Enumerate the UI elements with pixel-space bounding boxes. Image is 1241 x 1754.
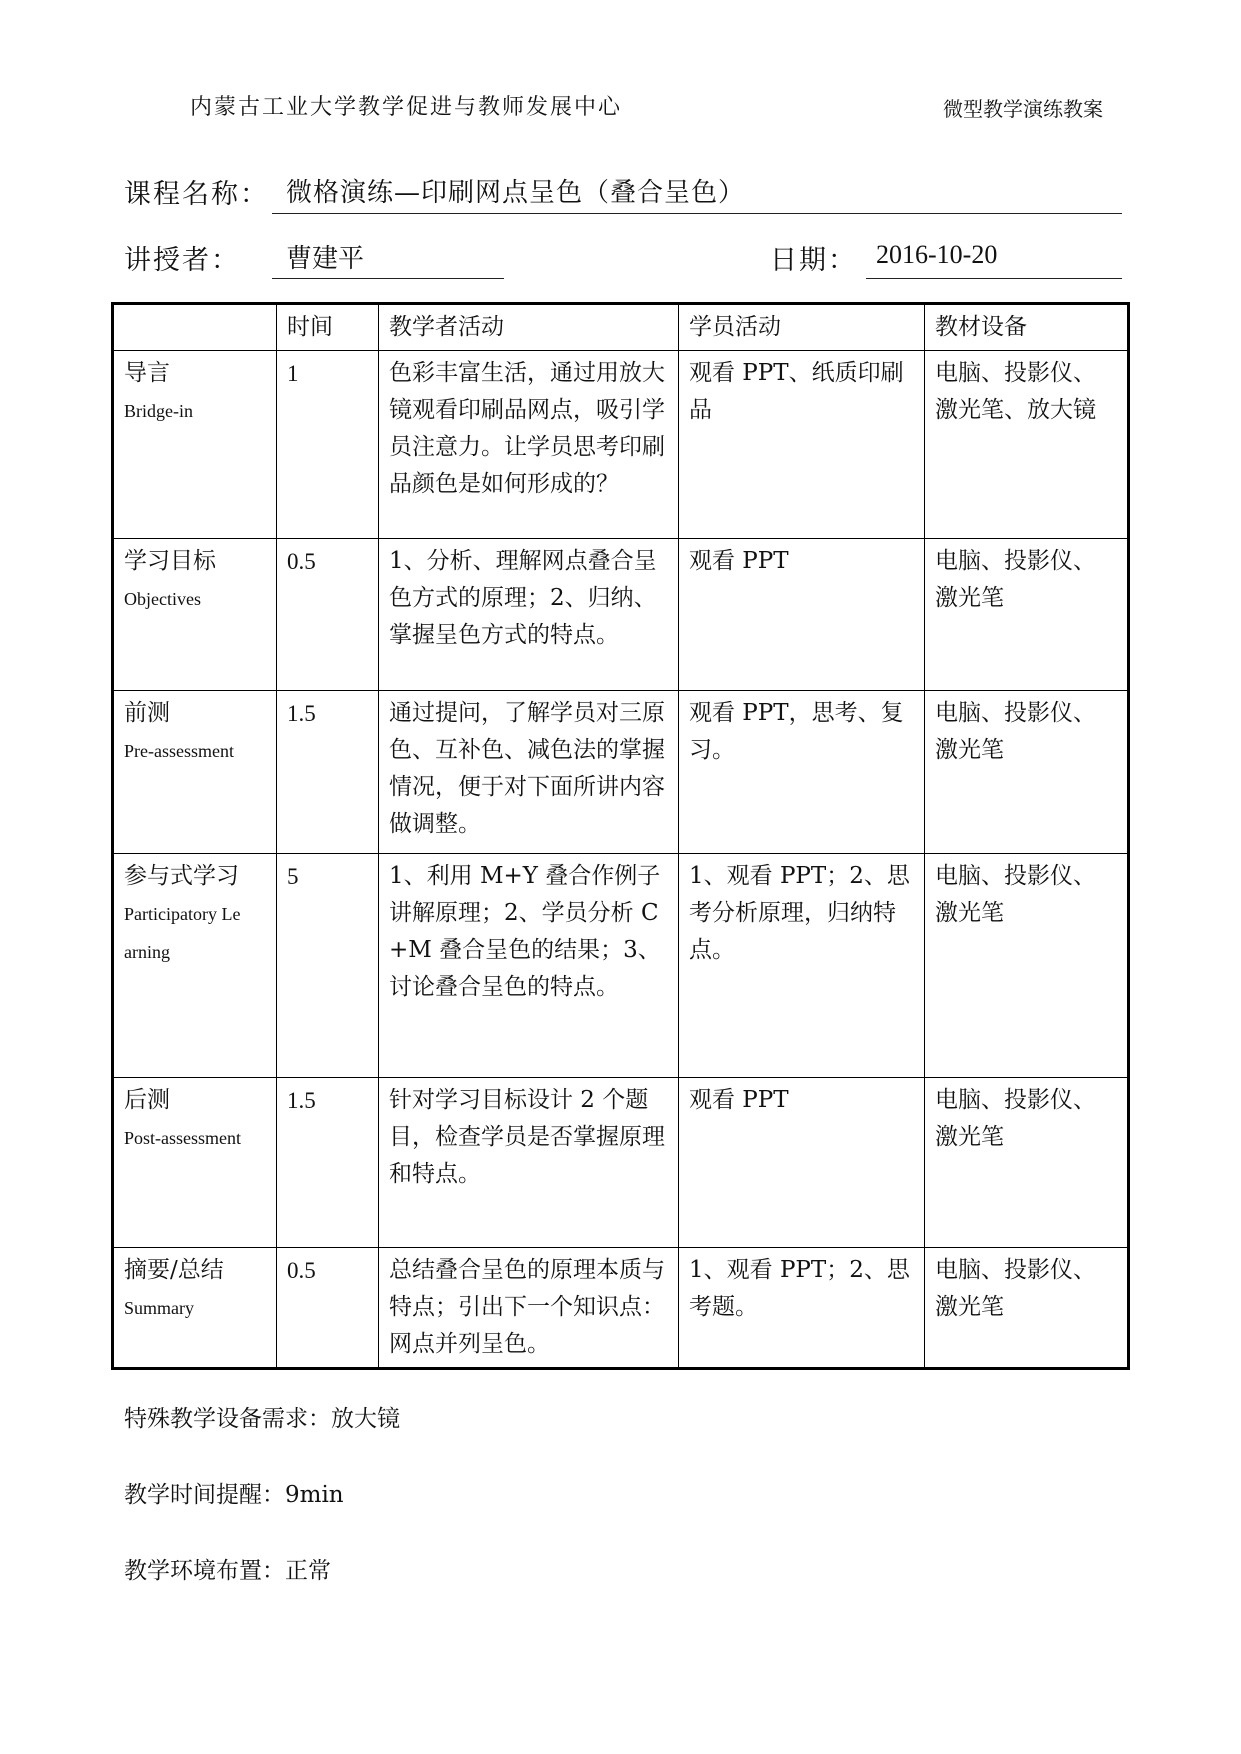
stage-cn: 后测 — [124, 1087, 170, 1113]
teacher-activity-cell: 总结叠合呈色的原理本质与特点；引出下一个知识点：网点并列呈色。 — [379, 1248, 679, 1369]
table-row — [113, 1248, 1129, 1369]
stage-en: Objectives — [124, 589, 201, 609]
student-activity-cell: 观看 PPT、纸质印刷品 — [679, 351, 925, 539]
table-row — [113, 1078, 1129, 1248]
special-equipment-note: 特殊教学设备需求：放大镜 — [124, 1406, 400, 1432]
stage-en: Participatory Learning — [124, 904, 241, 962]
stage-cn: 前测 — [124, 700, 170, 726]
equipment-cell: 电脑、投影仪、激光笔 — [925, 1078, 1129, 1248]
stage-en: Summary — [124, 1298, 194, 1318]
student-activity-cell: 1、观看 PPT；2、思考分析原理，归纳特点。 — [679, 854, 925, 1078]
stage-cn: 学习目标 — [124, 548, 216, 574]
teacher-activity-cell: 通过提问，了解学员对三原色、互补色、减色法的掌握情况，便于对下面所讲内容做调整。 — [379, 691, 679, 854]
time-cell: 5 — [277, 854, 379, 1078]
table-row — [113, 351, 1129, 539]
student-activity-cell: 1、观看 PPT；2、思考题。 — [679, 1248, 925, 1369]
teacher-activity-cell: 针对学习目标设计 2 个题目，检查学员是否掌握原理和特点。 — [379, 1078, 679, 1248]
table-row — [113, 854, 1129, 1078]
student-activity-cell: 观看 PPT — [679, 1078, 925, 1248]
teacher-activity-cell — [379, 539, 679, 691]
stage-en: Bridge-in — [124, 401, 193, 421]
course-name-label: 课程名称： — [124, 179, 269, 210]
student-activity-cell: 观看 PPT，思考、复习。 — [679, 691, 925, 854]
stage-cell — [113, 539, 277, 691]
lecturer-label: 讲授者： — [124, 245, 240, 276]
stage-cell — [113, 1248, 277, 1369]
time-reminder-note: 教学时间提醒：9min — [124, 1482, 344, 1508]
document-type: 微型教学演练教案 — [943, 97, 1103, 121]
equipment-cell: 电脑、投影仪、激光笔 — [925, 1248, 1129, 1369]
course-name-value: 微格演练—印刷网点呈色（叠合呈色） — [286, 178, 746, 208]
teacher-activity-cell: 色彩丰富生活，通过用放大镜观看印刷品网点，吸引学员注意力。让学员思考印刷品颜色是如何形成的？ — [379, 351, 679, 539]
environment-note: 教学环境布置：正常 — [124, 1558, 331, 1584]
equipment-cell: 电脑、投影仪、激光笔 — [925, 691, 1129, 854]
table-header-row — [113, 304, 1129, 351]
stage-cell — [113, 691, 277, 854]
header-cell-equipment: 教材设备 — [925, 304, 1129, 351]
student-activity-cell: 观看 PPT — [679, 539, 925, 691]
stage-en: Pre-assessment — [124, 741, 234, 761]
institution-name: 内蒙古工业大学教学促进与教师发展中心 — [190, 95, 623, 120]
equipment-cell: 电脑、投影仪、激光笔 — [925, 854, 1129, 1078]
time-cell: 1.5 — [277, 1078, 379, 1248]
stage-cell — [113, 1078, 277, 1248]
header-cell-teacher: 教学者活动 — [379, 304, 679, 351]
date-label: 日期： — [770, 245, 857, 276]
table-row — [113, 691, 1129, 854]
teacher-activity-text: 1、分析、理解网点叠合呈色方式的原理；2、归纳、掌握呈色方式的特点。 — [389, 548, 657, 648]
stage-cell — [113, 854, 277, 1078]
stage-en: Post-assessment — [124, 1128, 241, 1148]
stage-cn: 参与式学习 — [124, 863, 239, 889]
table-row — [113, 539, 1129, 691]
date-value: 2016-10-20 — [876, 240, 998, 269]
stage-cell — [113, 351, 277, 539]
lesson-plan-table — [111, 302, 1130, 1370]
header-cell-time: 时间 — [277, 304, 379, 351]
equipment-cell: 电脑、投影仪、激光笔 — [925, 539, 1129, 691]
header-cell-stage — [113, 304, 277, 351]
time-cell: 1 — [277, 351, 379, 539]
stage-cn: 摘要/总结 — [124, 1257, 224, 1283]
teacher-activity-cell: 1、利用 M+Y 叠合作例子讲解原理；2、学员分析 C+M 叠合呈色的结果；3、讨论叠合呈色的特点。 — [379, 854, 679, 1078]
stage-cn: 导言 — [124, 360, 170, 386]
header-cell-student: 学员活动 — [679, 304, 925, 351]
equipment-cell: 电脑、投影仪、激光笔、放大镜 — [925, 351, 1129, 539]
time-cell: 0.5 — [277, 1248, 379, 1369]
lecturer-value: 曹建平 — [286, 244, 365, 274]
time-cell: 1.5 — [277, 691, 379, 854]
time-cell: 0.5 — [277, 539, 379, 691]
